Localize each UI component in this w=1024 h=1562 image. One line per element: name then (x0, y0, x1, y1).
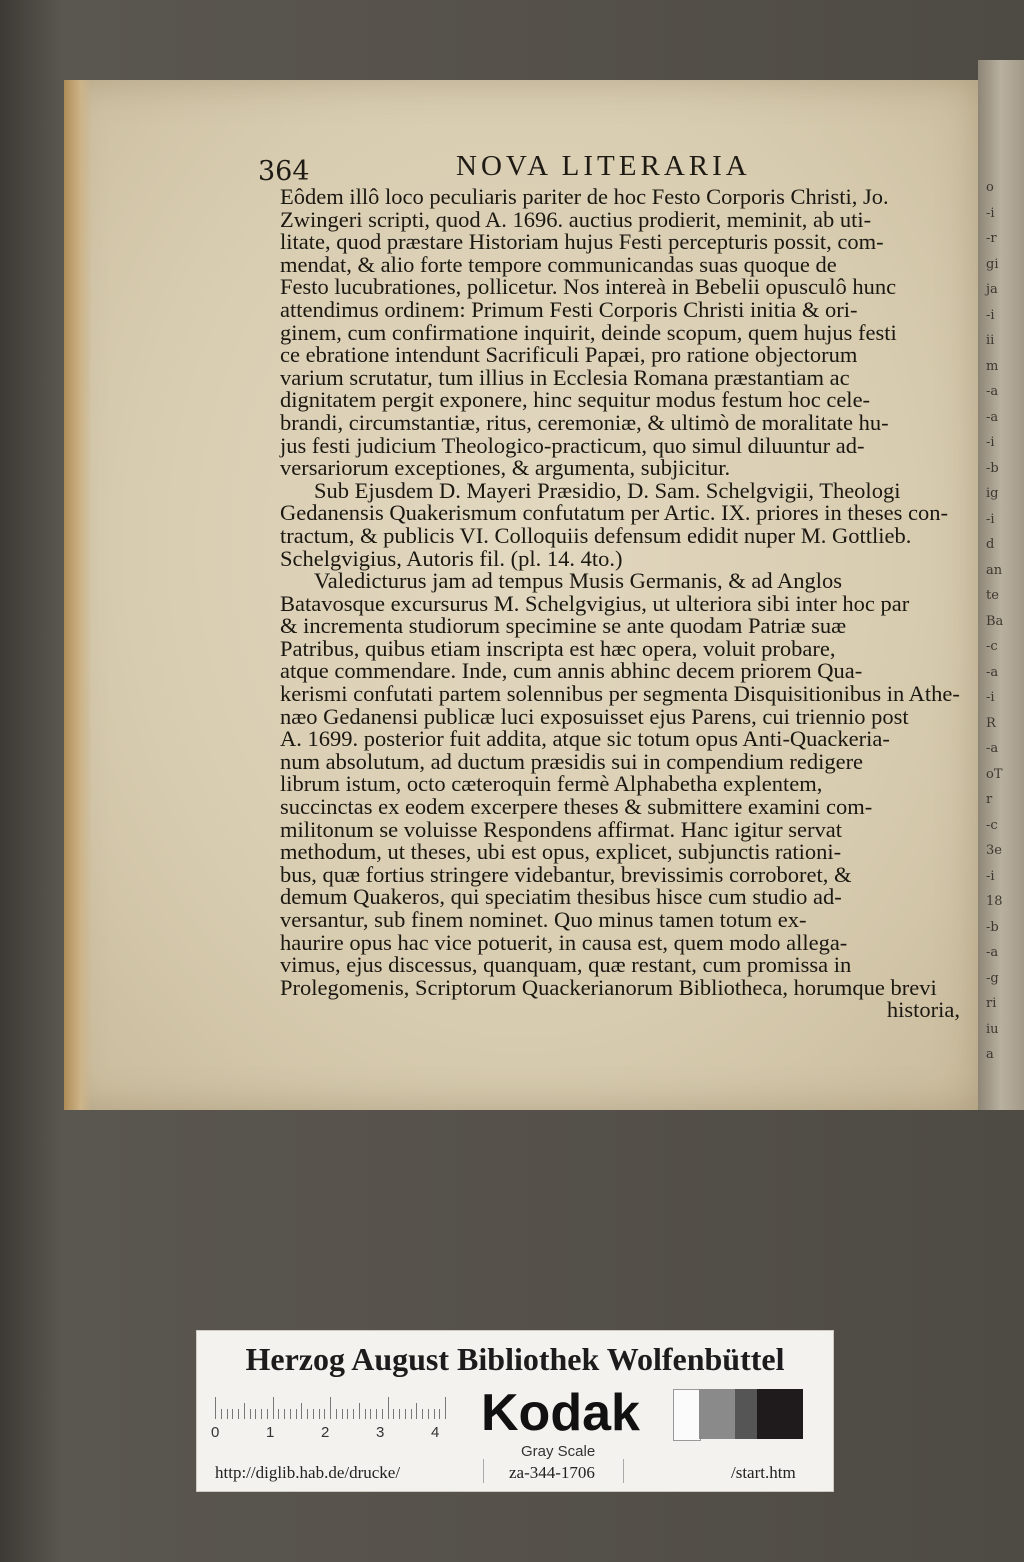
text-line: Sub Ejusdem D. Mayeri Præsidio, D. Sam. Schelgvigii, Theologi (314, 477, 901, 503)
text-line: varium scrutatur, tum illius in Ecclesia Romana præstantiam ac (280, 364, 850, 390)
gray-swatches (673, 1389, 823, 1439)
adjacent-page-fragment: ja (986, 282, 998, 297)
start-page-link[interactable]: /start.htm (731, 1463, 796, 1482)
ruler-tick (399, 1409, 400, 1419)
text-line: Zwingeri scripti, quod A. 1696. auctius prodierit, meminit, ab uti- (280, 206, 872, 232)
ruler-tick (232, 1409, 233, 1419)
ruler-tick (393, 1409, 394, 1419)
text-line: succinctas ex eodem excerpere theses & submittere examini com- (280, 794, 873, 820)
adjacent-page-fragment: -a (986, 664, 999, 680)
text-line: Prolegomenis, Scriptorum Quackerianorum Bibliotheca, horumque brevi (280, 974, 937, 1000)
body-text (280, 186, 960, 1022)
ruler-label: 0 (211, 1424, 220, 1441)
ruler-tick (411, 1409, 412, 1419)
ruler-tick (434, 1409, 435, 1419)
text-line: librum istum, octo cæteroquin fermè Alphabetha explentem, (280, 771, 823, 797)
text-line: versantur, sub finem nominet. Quo minus tamen totum ex- (280, 907, 807, 932)
adjacent-page-fragment: gi (986, 256, 999, 272)
text-line: jus festi judicium Theologico-practicum, quo simul diluuntur ad- (280, 432, 865, 458)
text-line: demum Quakeros, qui speciatim thesibus hisce cum studio ad- (280, 884, 842, 910)
ruler-tick (382, 1409, 383, 1419)
adjacent-page-fragment: -a (986, 741, 999, 756)
ruler-tick (359, 1403, 360, 1419)
text-line: historia, (886, 997, 960, 1023)
adjacent-page-fragment: ri (986, 996, 997, 1011)
gray-swatch (757, 1389, 803, 1439)
adjacent-page-fragment: -b (986, 919, 999, 935)
adjacent-page-fragment: R (986, 715, 996, 731)
ruler-tick (273, 1397, 274, 1419)
ruler-tick (290, 1409, 291, 1419)
adjacent-page-fragment: -a (986, 384, 999, 399)
ruler-tick (370, 1409, 371, 1419)
running-title: NOVA LITERARIA (456, 150, 751, 182)
ruler-tick (324, 1409, 325, 1419)
adjacent-page-fragment: -i (986, 868, 995, 884)
ruler-tick (227, 1409, 228, 1419)
text-line: A. 1699. posterior fuit addita, atque sic totum opus Anti-Quackeria- (280, 726, 890, 752)
adjacent-page-fragment: d (986, 537, 995, 552)
text-line: versariorum exceptiones, & argumenta, subjicitur. (280, 455, 731, 481)
footer-divider (623, 1459, 624, 1483)
text-line: næo Gedanensi publicæ luci exposuisset ejus Parens, cui triennio post (280, 703, 909, 729)
ruler-tick (428, 1409, 429, 1419)
text-line: Batavosque excursurus M. Schelgvigius, ut ulteriora sibi inter hoc par (280, 590, 910, 616)
ruler-tick (365, 1409, 366, 1419)
ruler-label: 1 (266, 1424, 275, 1441)
ruler-tick (388, 1397, 389, 1419)
ruler-tick (342, 1409, 343, 1419)
text-line: litate, quod præstare Historiam hujus Festi percepturis possit, com- (280, 229, 884, 255)
text-line: Schelgvigius, Autoris fil. (pl. 14. 4to.) (280, 545, 623, 571)
ruler-tick (353, 1409, 354, 1419)
ruler-tick (296, 1409, 297, 1419)
adjacent-page-fragment: r (986, 792, 993, 807)
ruler-tick (319, 1409, 320, 1419)
adjacent-page-fragment: a (986, 1047, 994, 1062)
ruler-label: 2 (321, 1424, 330, 1441)
ruler-tick (313, 1409, 314, 1419)
text-line: haurire opus hac vice potuerit, in causa est, quem modo allega- (280, 929, 848, 955)
adjacent-page-fragment: -b (986, 460, 999, 476)
ruler-tick (376, 1409, 377, 1419)
adjacent-page-fragment: oT (986, 766, 1003, 782)
adjacent-page-fragment: m (986, 358, 999, 374)
kodak-logo: Kodak (481, 1384, 640, 1442)
text-line: Festo lucubrationes, pollicetur. Nos intereà in Bebelii opusculô hunc (280, 274, 897, 300)
ruler-tick (267, 1409, 268, 1419)
ruler-tick (261, 1409, 262, 1419)
footer-divider (483, 1459, 484, 1483)
ruler-tick (255, 1409, 256, 1419)
adjacent-page-fragment: Ba (986, 613, 1004, 629)
adjacent-page-fragment: -r (986, 231, 997, 246)
text-line: attendimus ordinem: Primum Festi Corporis Christi initia & ori- (280, 296, 858, 322)
text-line: dignitatem pergit exponere, hinc sequitur modus festum hoc cele- (280, 387, 871, 413)
text-line: Gedanensis Quakerismum confutatum per Artic. IX. priores in theses con- (280, 500, 948, 526)
adjacent-page-fragment: -i (986, 205, 995, 221)
ruler-tick (445, 1397, 446, 1419)
ruler-tick (336, 1409, 337, 1419)
adjacent-page-fragment: o (986, 180, 994, 195)
text-line: ginem, cum confirmatione inquirit, deinde scopum, quem hujus festi (280, 319, 897, 345)
gray-scale-label: Gray Scale (521, 1443, 596, 1460)
ruler-tick (439, 1409, 440, 1419)
ruler-tick (330, 1397, 331, 1419)
adjacent-page-fragment: -i (986, 435, 995, 450)
adjacent-page-fragment: te (986, 588, 999, 603)
adjacent-page-strip (978, 60, 1024, 1110)
adjacent-page-fragment: -c (986, 639, 998, 654)
ruler-tick (244, 1403, 245, 1419)
text-line: tractum, & publicis VI. Colloquiis defensum edidit nuper M. Gottlieb. (280, 522, 912, 548)
ruler-tick (215, 1397, 216, 1419)
text-line: vimus, ejus discessus, quanquam, quæ restant, cum promissa in (280, 952, 852, 978)
institution-name: Herzog August Bibliothek Wolfenbüttel (245, 1341, 785, 1377)
text-line: ce ebratione intendunt Sacrificuli Papæi, pro ratione objectorum (280, 342, 858, 368)
text-line: Eôdem illô loco peculiaris pariter de hoc Festo Corporis Christi, Jo. (280, 184, 889, 209)
scan-color-target (196, 1330, 834, 1492)
adjacent-page-fragment: an (986, 562, 1003, 578)
text-line: atque commendare. Inde, cum annis abhinc decem priorem Qua- (280, 658, 863, 684)
gray-swatch (699, 1389, 735, 1439)
text-line: militonum se voluisse Respondens affirmat. Hanc igitur servat (280, 816, 842, 842)
page-number: 364 (258, 156, 310, 187)
ruler-tick (238, 1409, 239, 1419)
adjacent-page-fragment: -i (986, 307, 995, 323)
adjacent-page-fragment: 3e (986, 843, 1002, 858)
adjacent-page-fragment: ii (986, 333, 995, 348)
adjacent-page-fragment: -i (986, 511, 995, 527)
text-line: & incrementa studiorum specimine se ante quodam Patriæ suæ (280, 613, 847, 639)
adjacent-page-fragment: iu (986, 1021, 999, 1037)
text-line: methodum, ut theses, ubi est opus, explicet, subjunctis rationi- (280, 839, 842, 865)
ruler-tick (301, 1403, 302, 1419)
ruler-tick (422, 1409, 423, 1419)
adjacent-page-fragment: -a (986, 945, 999, 960)
adjacent-page-fragment: ig (986, 486, 999, 501)
ruler-tick (221, 1409, 222, 1419)
ruler-tick (250, 1409, 251, 1419)
adjacent-page-fragment: 18 (986, 894, 1003, 909)
ruler-label: 4 (431, 1424, 440, 1441)
text-line: num absolutum, ad ductum præsidis sui in compendium redigere (280, 748, 864, 774)
ruler-label: 3 (376, 1424, 385, 1441)
page-binding-edge (64, 80, 92, 1110)
text-line: brandi, circumstantiæ, ritus, ceremoniæ, & ultimò de moralitate hu- (280, 409, 889, 435)
text-line: bus, quæ fortius stringere videbantur, brevissimis corroboret, & (280, 861, 852, 887)
text-line: kerismi confutati partem solennibus per segmenta Disquisitionibus in Athe- (280, 681, 960, 707)
text-line: Valedicturus jam ad tempus Musis Germanis, & ad Anglos (314, 568, 843, 594)
ruler-tick (278, 1409, 279, 1419)
shelfmark: za-344-1706 (509, 1463, 595, 1482)
ruler-tick (347, 1409, 348, 1419)
adjacent-page-fragment: -g (986, 970, 999, 986)
ruler-tick (405, 1409, 406, 1419)
text-line: mendat, & alio forte tempore communicandas suas quoque de (280, 251, 837, 277)
adjacent-page-fragment: -a (986, 409, 999, 425)
adjacent-page-fragment: -i (986, 690, 995, 705)
gray-swatch (673, 1389, 701, 1441)
adjacent-page-fragment: -c (986, 817, 998, 833)
ruler-tick (284, 1409, 285, 1419)
source-url[interactable]: http://diglib.hab.de/drucke/ (215, 1463, 401, 1482)
ruler-tick (307, 1409, 308, 1419)
ruler-tick (416, 1403, 417, 1419)
scale-ruler (211, 1393, 455, 1441)
text-line: Patribus, quibus etiam inscripta est hæc opera, voluit probare, (280, 635, 836, 661)
gray-swatch (735, 1389, 757, 1439)
